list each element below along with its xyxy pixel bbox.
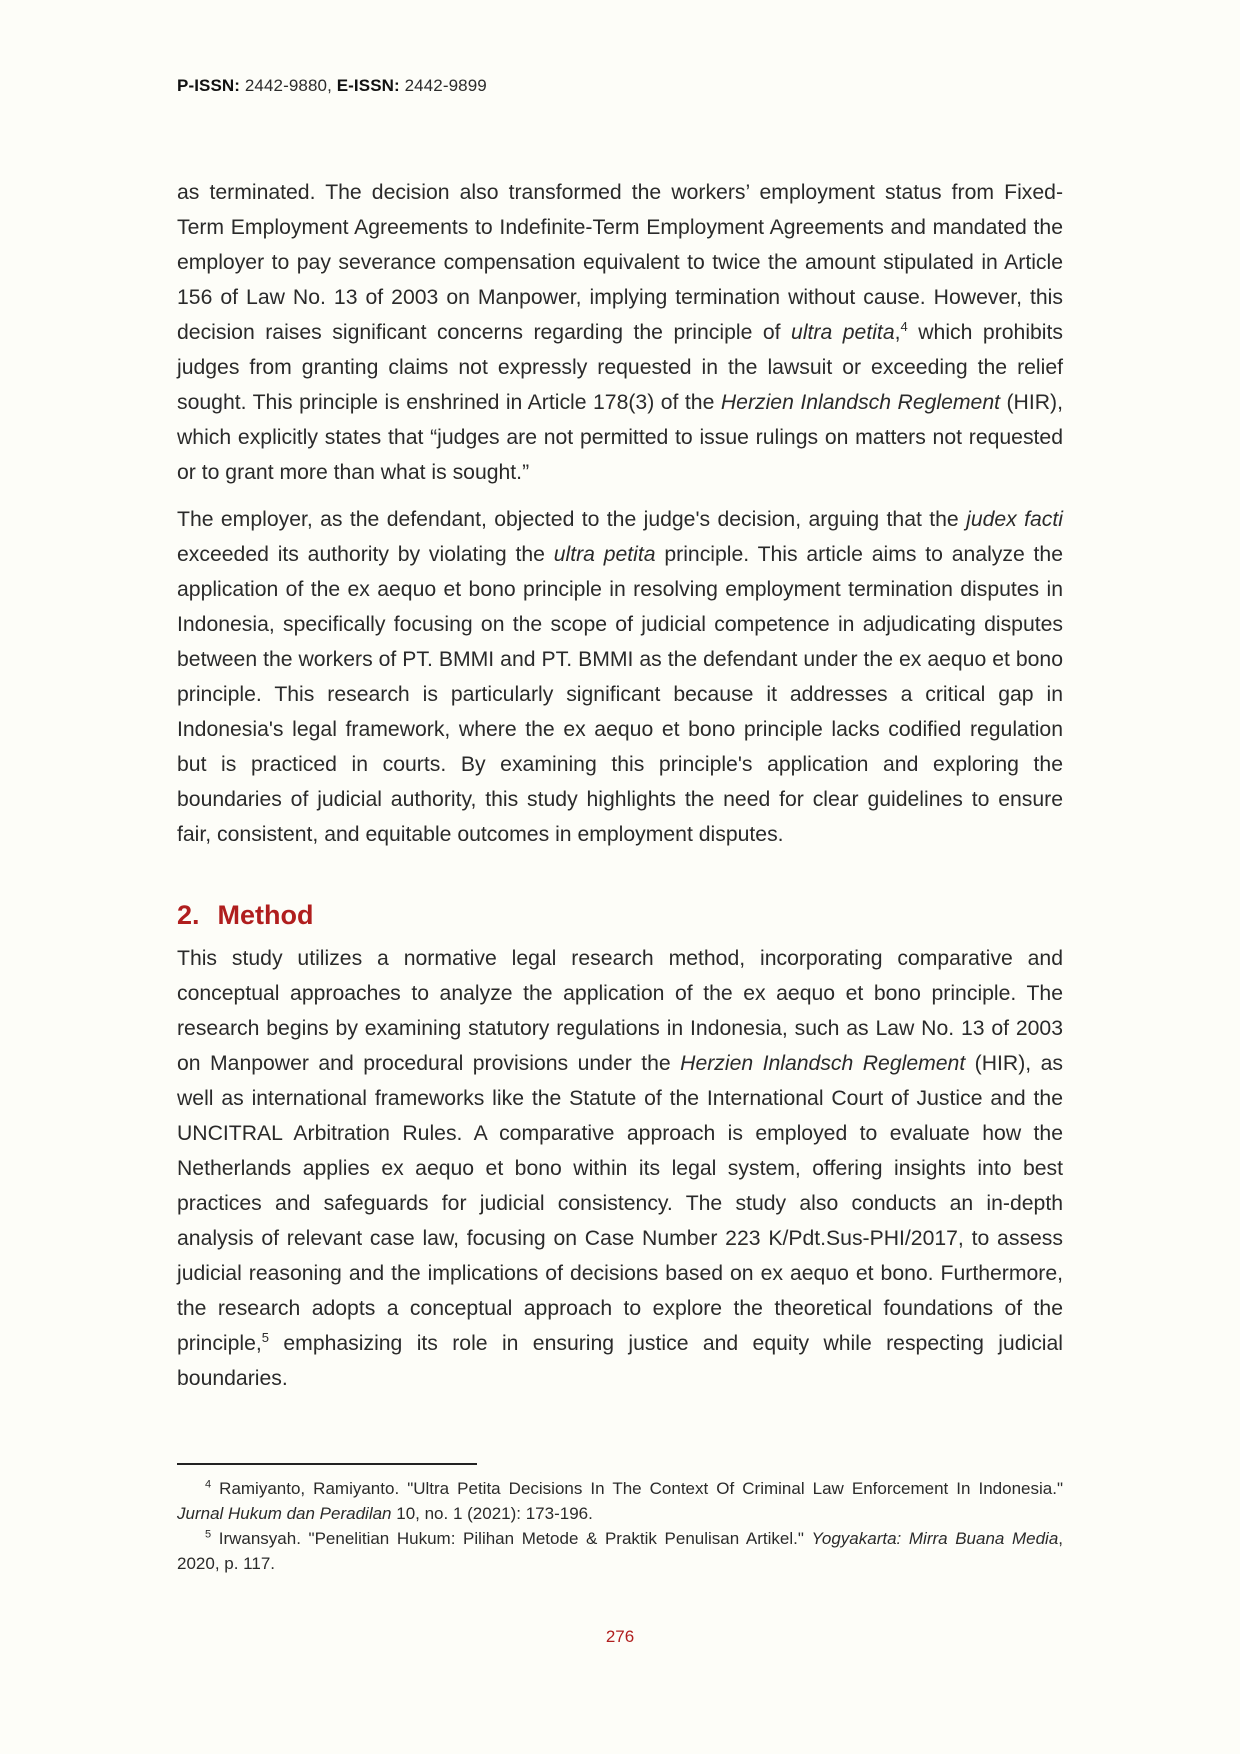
section-number: 2. [177, 900, 200, 930]
paragraph-employer-objection: The employer, as the defendant, objected to the judge's decision, arguing that the judex facti exceeded its authority by violating the ultra petita principle. This article aims to analyze the application of the ex aequo et bono principle in resolving employment termination disputes in Indonesia, specifically focusing on the scope of judicial competence in adjudicating disputes between the workers of PT. BMMI and PT. BMMI as the defendant under the ex aequo et bono principle. This research is particularly significant because it addresses a critical gap in Indonesia's legal framework, where the ex aequo et bono principle lacks codified regulation but is practiced in courts. By examining this principle's application and exploring the boundaries of judicial authority, this study highlights the need for clear guidelines to ensure fair, consistent, and equitable outcomes in employment disputes. [177, 508, 1063, 846]
issn-header [177, 76, 487, 96]
page-number: 276 [605, 1627, 635, 1646]
footnote-ref-5[interactable]: 5 [261, 1329, 270, 1345]
eissn-label: E-ISSN: [336, 76, 400, 95]
section-title: Method [217, 900, 314, 930]
paragraph-termination-decision: as terminated. The decision also transformed the workers’ employment status from Fixed-Term Employment Agreements to Indefinite-Term Employment Agreements and mandated the employer to pay severance compensation equivalent to twice the amount stipulated in Article 156 of Law No. 13 of 2003 on Manpower, implying termination without cause. However, this decision raises significant concerns regarding the principle of ultra petita,$^4$ which prohibits judges from granting claims not expressly requested in the lawsuit or exceeding the relief sought. This principle is enshrined in Article 178(3) of the Herzien Inlandsch Reglement (HIR), which explicitly states that “judges are not permitted to issue rulings on matters not requested or to grant more than what is sought.” [177, 181, 1063, 484]
eissn-value: 2442-9899 [404, 76, 487, 95]
footnote-4: $^4$ Ramiyanto, Ramiyanto. "Ultra Petita Decisions In The Context Of Criminal Law Enforcement In Indonesia." Jurnal Hukum dan Peradilan 10, no. 1 (2021): 173-196. [177, 1478, 1063, 1523]
pissn-value: 2442-9880, [244, 76, 332, 95]
section-heading-method [177, 900, 1063, 931]
footnote-ref-4[interactable]: 4 [900, 318, 908, 334]
main-content [177, 175, 1063, 1408]
footnotes [177, 1476, 1063, 1576]
footnote-5: $^5$ Irwansyah. "Penelitian Hukum: Pilihan Metode & Praktik Penulisan Artikel." Yogyakarta: Mirra Buana Media, 2020, p. 117. [177, 1528, 1064, 1573]
footnote-divider [177, 1463, 477, 1465]
paragraph-method: This study utilizes a normative legal research method, incorporating comparative and conceptual approaches to analyze the application of the ex aequo et bono principle. The research begins by examining statutory regulations in Indonesia, such as Law No. 13 of 2003 on Manpower and procedural provisions under the Herzien Inlandsch Reglement (HIR), as well as international frameworks like the Statute of the International Court of Justice and the UNCITRAL Arbitration Rules. A comparative approach is employed to evaluate how the Netherlands applies ex aequo et bono within its legal system, offering insights into best practices and safeguards for judicial consistency. The study also conducts an in-depth analysis of relevant case law, focusing on Case Number 223 K/Pdt.Sus-PHI/2017, to assess judicial reasoning and the implications of decisions based on ex aequo et bono. Furthermore, the research adopts a conceptual approach to explore the theoretical foundations of the principle,$^5$ emphasizing its role in ensuring justice and equity while respecting judicial boundaries. [177, 947, 1063, 1390]
pissn-label: P-ISSN: [177, 76, 241, 95]
